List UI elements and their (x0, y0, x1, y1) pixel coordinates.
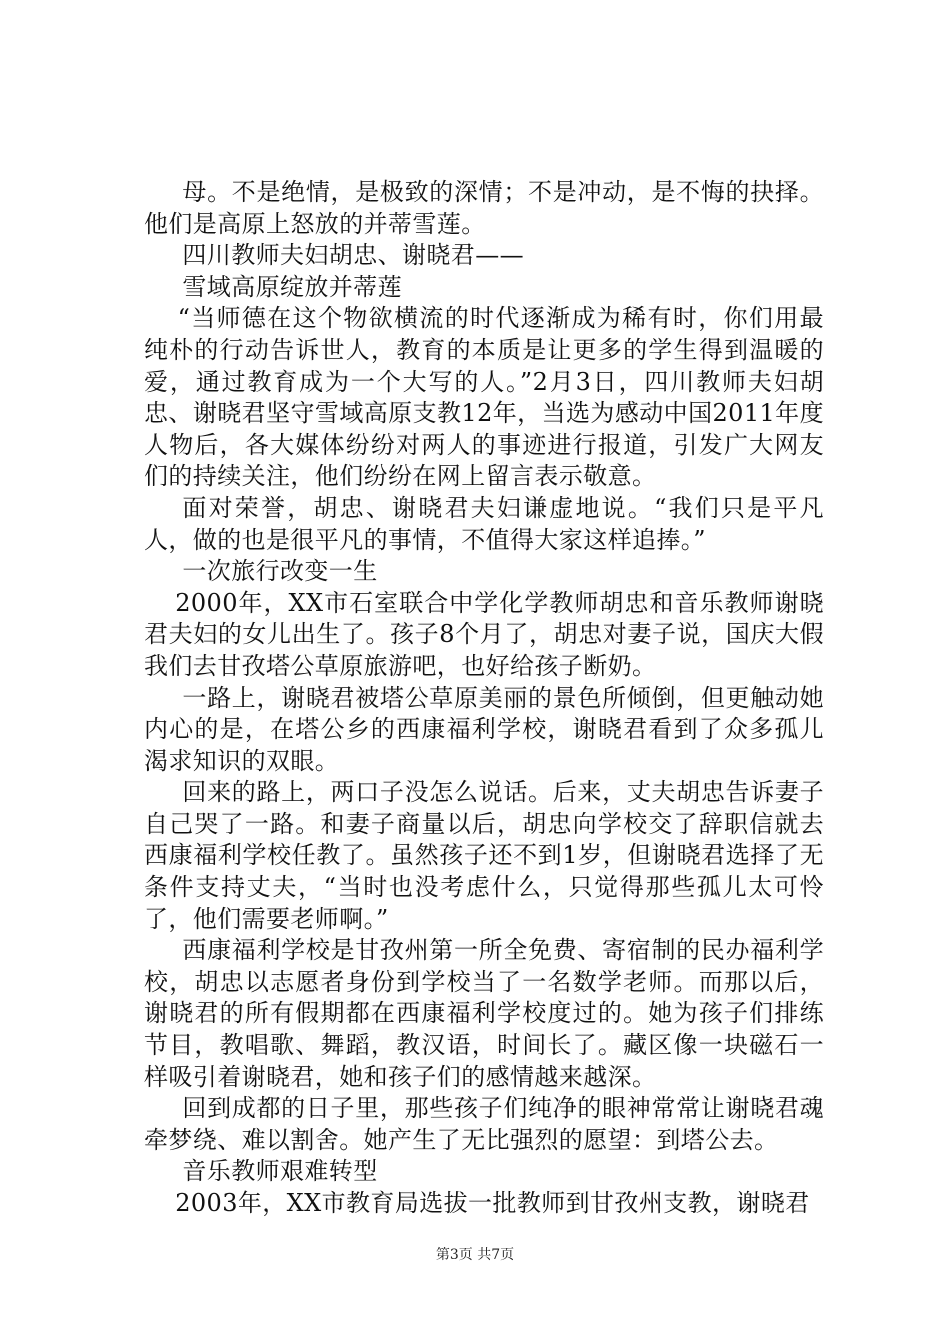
paragraph: 2003年，XX市教育局选拔一批教师到甘孜州支教，谢晓君 (175, 1189, 810, 1217)
page-number-label: 第3页 共7页 (435, 1247, 515, 1263)
paragraph: 2000年，XX市石室联合中学化学教师胡忠和音乐教师谢晓君夫妇的女儿出生了。孩子8个月了，胡忠对妻子说，国庆大假我们去甘孜塔公草原旅游吧，也好给孩子断奶。 (144, 588, 824, 680)
paragraph: 回到成都的日子里，那些孩子们纯净的眼神常常让谢晓君魂牵梦绕、难以割舍。她产生了无比强烈的愿望：到塔公去。 (144, 1094, 824, 1154)
paragraph: 面对荣誉，胡忠、谢晓君夫妇谦虚地说。“我们只是平凡人，做的也是很平凡的事情，不值得大家这样追捧。” (144, 493, 824, 554)
document-body (144, 177, 824, 1220)
page-footer (0, 1246, 950, 1264)
paragraph: 一次旅行改变一生 (182, 557, 378, 586)
paragraph: 回来的路上，两口子没怎么说话。后来，丈夫胡忠告诉妻子自己哭了一路。和妻子商量以后，胡忠向学校交了辞职信就去西康福利学校任教了。虽然孩子还不到1岁，但谢晓君选择了无条件支持丈夫，“当时也没考虑什么，只觉得那些孤儿太可怜了，他们需要老师啊。” (144, 778, 824, 933)
paragraph: 母。不是绝情，是极致的深情；不是冲动，是不悔的抉择。他们是高原上怒放的并蒂雪莲。 (144, 178, 824, 238)
paragraph: 雪域高原绽放并蒂莲 (182, 272, 402, 301)
paragraph: 一路上，谢晓君被塔公草原美丽的景色所倾倒，但更触动她内心的是，在塔公乡的西康福利学校，谢晓君看到了众多孤儿渴求知识的双眼。 (144, 683, 824, 775)
paragraph: 四川教师夫妇胡忠、谢晓君—— (182, 241, 524, 270)
paragraph: 西康福利学校是甘孜州第一所全免费、寄宿制的民办福利学校，胡忠以志愿者身份到学校当了一名数学老师。而那以后，谢晓君的所有假期都在西康福利学校度过的。她为孩子们排练节目，教唱歌、舞蹈，教汉语，时间长了。藏区像一块磁石一样吸引着谢晓君，她和孩子们的感情越来越深。 (144, 936, 824, 1091)
paragraph: 音乐教师艰难转型 (182, 1157, 378, 1186)
paragraph: “当师德在这个物欲横流的时代逐渐成为稀有时，你们用最纯朴的行动告诉世人，教育的本质是让更多的学生得到温暖的爱，通过教育成为一个大写的人。”2月3日，四川教师夫妇胡忠、谢晓君坚守雪域高原支教12年，当选为感动中国2011年度人物后，各大媒体纷纷对两人的事迹进行报道，引发广大网友们的持续关注，他们纷纷在网上留言表示敬意。 (144, 304, 824, 491)
